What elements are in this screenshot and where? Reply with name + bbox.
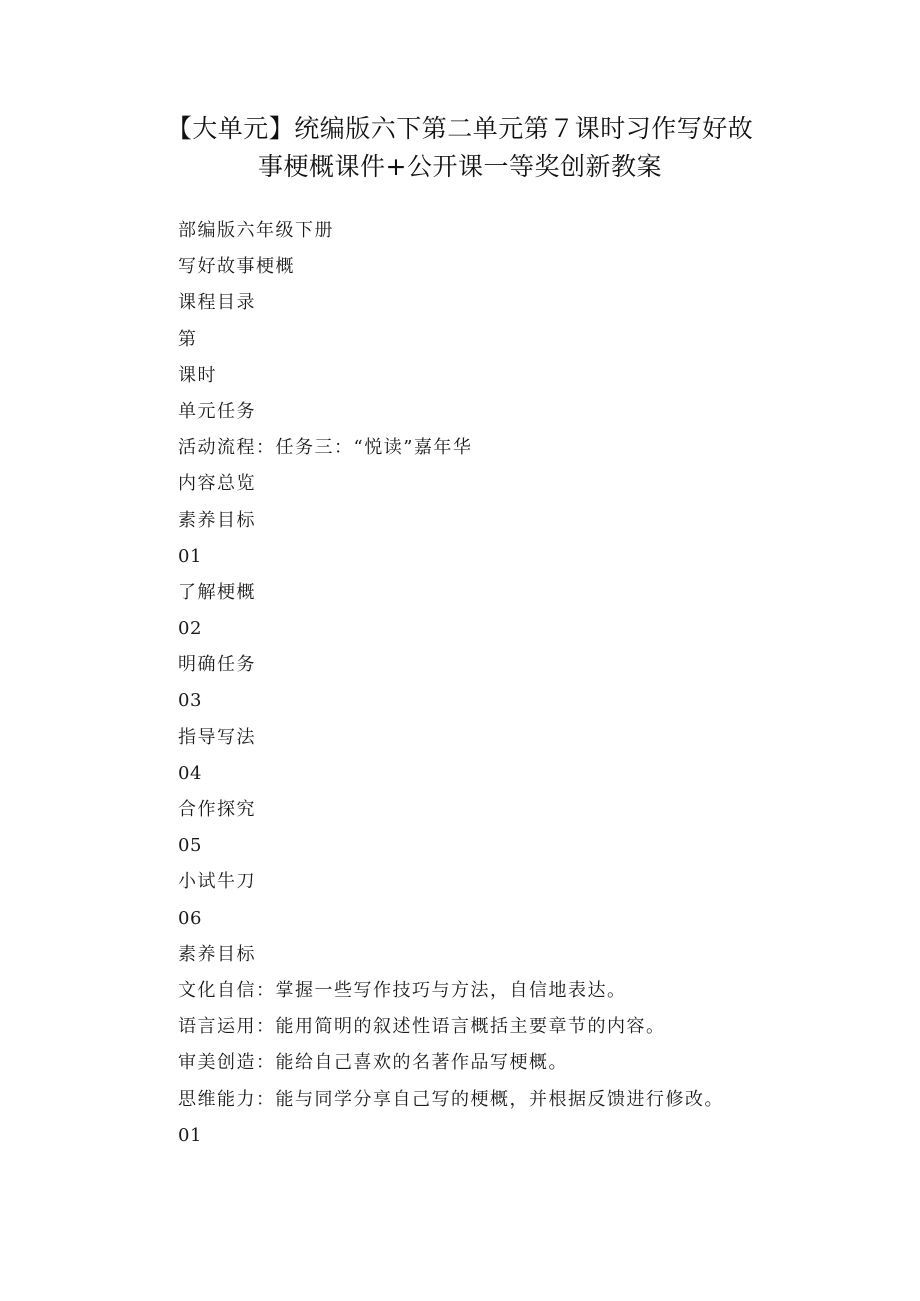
text-line: 素养目标 xyxy=(178,509,256,531)
text-line: 小试牛刀 xyxy=(178,871,256,893)
text-line: 内容总览 xyxy=(178,473,256,495)
section-number: 04 xyxy=(178,762,202,784)
text-line: 写好故事梗概 xyxy=(178,256,295,278)
text-line: 了解梗概 xyxy=(178,581,256,603)
text-line: 课程目录 xyxy=(178,292,256,314)
section-number: 06 xyxy=(178,907,202,929)
text-line: 单元任务 xyxy=(178,400,256,422)
text-line: 思维能力：能与同学分享自己写的梗概，并根据反馈进行修改。 xyxy=(178,1088,724,1110)
text-line: 部编版六年级下册 xyxy=(178,220,334,241)
text-line: 语言运用：能用简明的叙述性语言概括主要章节的内容。 xyxy=(178,1016,666,1038)
text-line: 第 xyxy=(178,328,198,350)
text-line: 合作探究 xyxy=(178,799,256,820)
section-number: 01 xyxy=(178,1124,202,1146)
document-title xyxy=(0,110,920,186)
section-number: 03 xyxy=(178,690,202,712)
text-line: 指导写法 xyxy=(178,726,256,748)
title-line-1: 【大单元】统编版六下第二单元第７课时习作写好故 xyxy=(166,114,754,143)
text-line: 审美创造：能给自己喜欢的名著作品写梗概。 xyxy=(178,1052,568,1074)
section-number: 05 xyxy=(178,835,202,857)
text-line: 素养目标 xyxy=(178,943,256,965)
title-line-2: 事梗概课件+公开课一等奖创新教案 xyxy=(258,152,662,181)
text-line: 文化自信：掌握一些写作技巧与方法，自信地表达。 xyxy=(178,979,627,1001)
section-number: 01 xyxy=(178,545,202,567)
text-line: 课时 xyxy=(178,364,217,386)
text-line: 活动流程：任务三：“悦读”嘉年华 xyxy=(178,437,473,459)
document-body xyxy=(178,216,878,1157)
text-line: 明确任务 xyxy=(178,654,256,676)
section-number: 02 xyxy=(178,618,202,640)
